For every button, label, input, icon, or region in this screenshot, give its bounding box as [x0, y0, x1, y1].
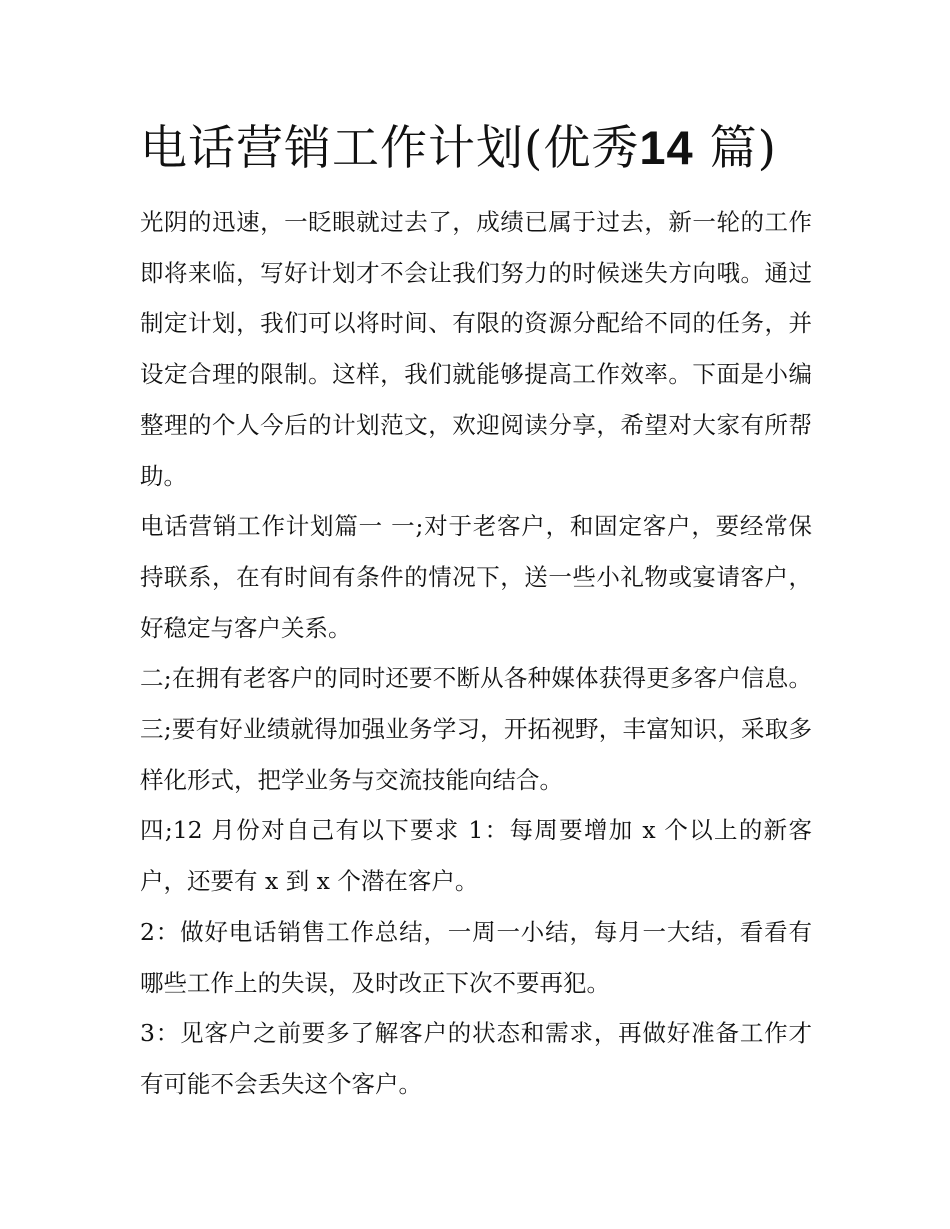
title-tail: 篇) — [709, 121, 777, 176]
document-title — [140, 118, 830, 179]
document-body — [140, 197, 812, 1110]
paragraph-item-three: 3：见客户之前要多了解客户的状态和需求，再做好准备工作才有可能不会丢失这个客户。 — [140, 1019, 812, 1098]
intro-paragraph: 光阴的迅速，一眨眼就过去了，成绩已属于过去，新一轮的工作即将来临，写好计划才不会让我们努力的时候迷失方向哦。通过制定计划，我们可以将时间、有限的资源分配给不同的任务，并设定合理的限制。这样，我们就能够提高工作效率。下面是小编整理的个人今后的计划范文，欢迎阅读分享，希望对大家有所帮助。 — [140, 208, 812, 490]
paragraph-plan-part-one: 电话营销工作计划篇一 一;对于老客户，和固定客户，要经常保持联系，在有时间有条件的情况下，送一些小礼物或宴请客户，好稳定与客户关系。 — [140, 512, 812, 642]
paragraph-item-two: 2：做好电话销售工作总结，一周一小结，每月一大结，看看有哪些工作上的失误，及时改正下次不要再犯。 — [140, 917, 812, 997]
title-main: 电话营销工作计划(优秀 — [140, 121, 640, 176]
paragraph-plan-part-two-three: 二;在拥有老客户的同时还要不断从各种媒体获得更多客户信息。 三;要有好业绩就得加强业务学习，开拓视野，丰富知识，采取多样化形式，把学业务与交流技能向结合。 — [140, 664, 812, 794]
title-number: 14 — [639, 121, 694, 174]
paragraph-plan-part-four: 四;12 月份对自己有以下要求 1：每周要增加 x 个以上的新客户，还要有 x 到 x 个潜在客户。 — [140, 816, 812, 896]
